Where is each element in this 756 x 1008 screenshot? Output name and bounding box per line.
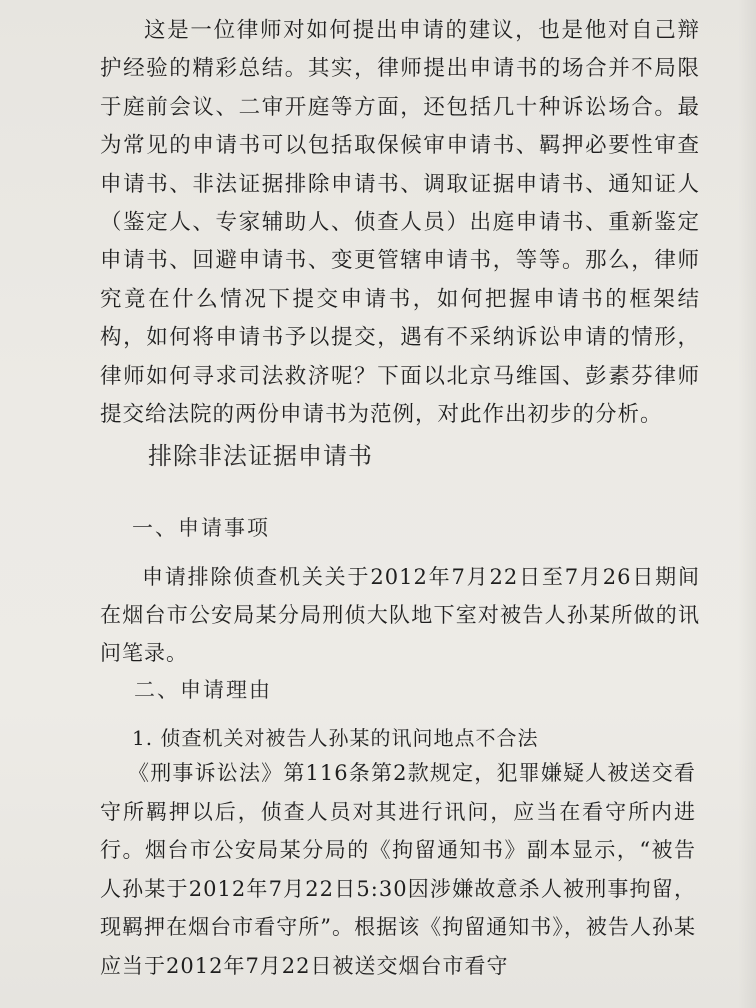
reason-point-1-paragraph: 《刑事诉讼法》第116条第2款规定，犯罪嫌疑人被送交看守所羁押以后，侦查人员对其进行讯问，应当在看守所内进行。烟台市公安局某分局的《拘留通知书》副本显示，“被告人孙某于2012年7月22日5:30因涉嫌故意杀人被刑事拘留，现羁押在烟台市看守所”。根据该《拘留通知书》，被告人孙某应当于2012年7月22日被送交烟台市看守 [100,761,696,978]
request-heading: 一、申请事项 [132,516,270,540]
reason-point-1: 1. 侦查机关对被告人孙某的讯问地点不合法 [132,726,539,750]
request-paragraph: 申请排除侦查机关关于2012年7月22日至7月26日期间在烟台市公安局某分局刑侦大队地下室对被告人孙某所做的讯问笔录。 [100,565,700,665]
intro-paragraph: 这是一位律师对如何提出申请的建议，也是他对自己辩护经验的精彩总结。其实，律师提出申请书的场合并不局限于庭前会议、二审开庭等方面，还包括几十种诉讼场合。最为常见的申请书可以包括取保候审申请书、羁押必要性审查申请书、非法证据排除申请书、调取证据申请书、通知证人（鉴定人、专家辅助人、侦查人员）出庭申请书、重新鉴定申请书、回避申请书、变更管辖申请书，等等。那么，律师究竟在什么情况下提交申请书，如何把握申请书的框架结构，如何将申请书予以提交，遇有不采纳诉讼申请的情形，律师如何寻求司法救济呢？下面以北京马维国、彭素芬律师提交给法院的两份申请书为范例，对此作出初步的分析。 [100,18,700,428]
reason-heading: 二、申请理由 [134,678,272,702]
section-title: 排除非法证据申请书 [148,442,373,470]
